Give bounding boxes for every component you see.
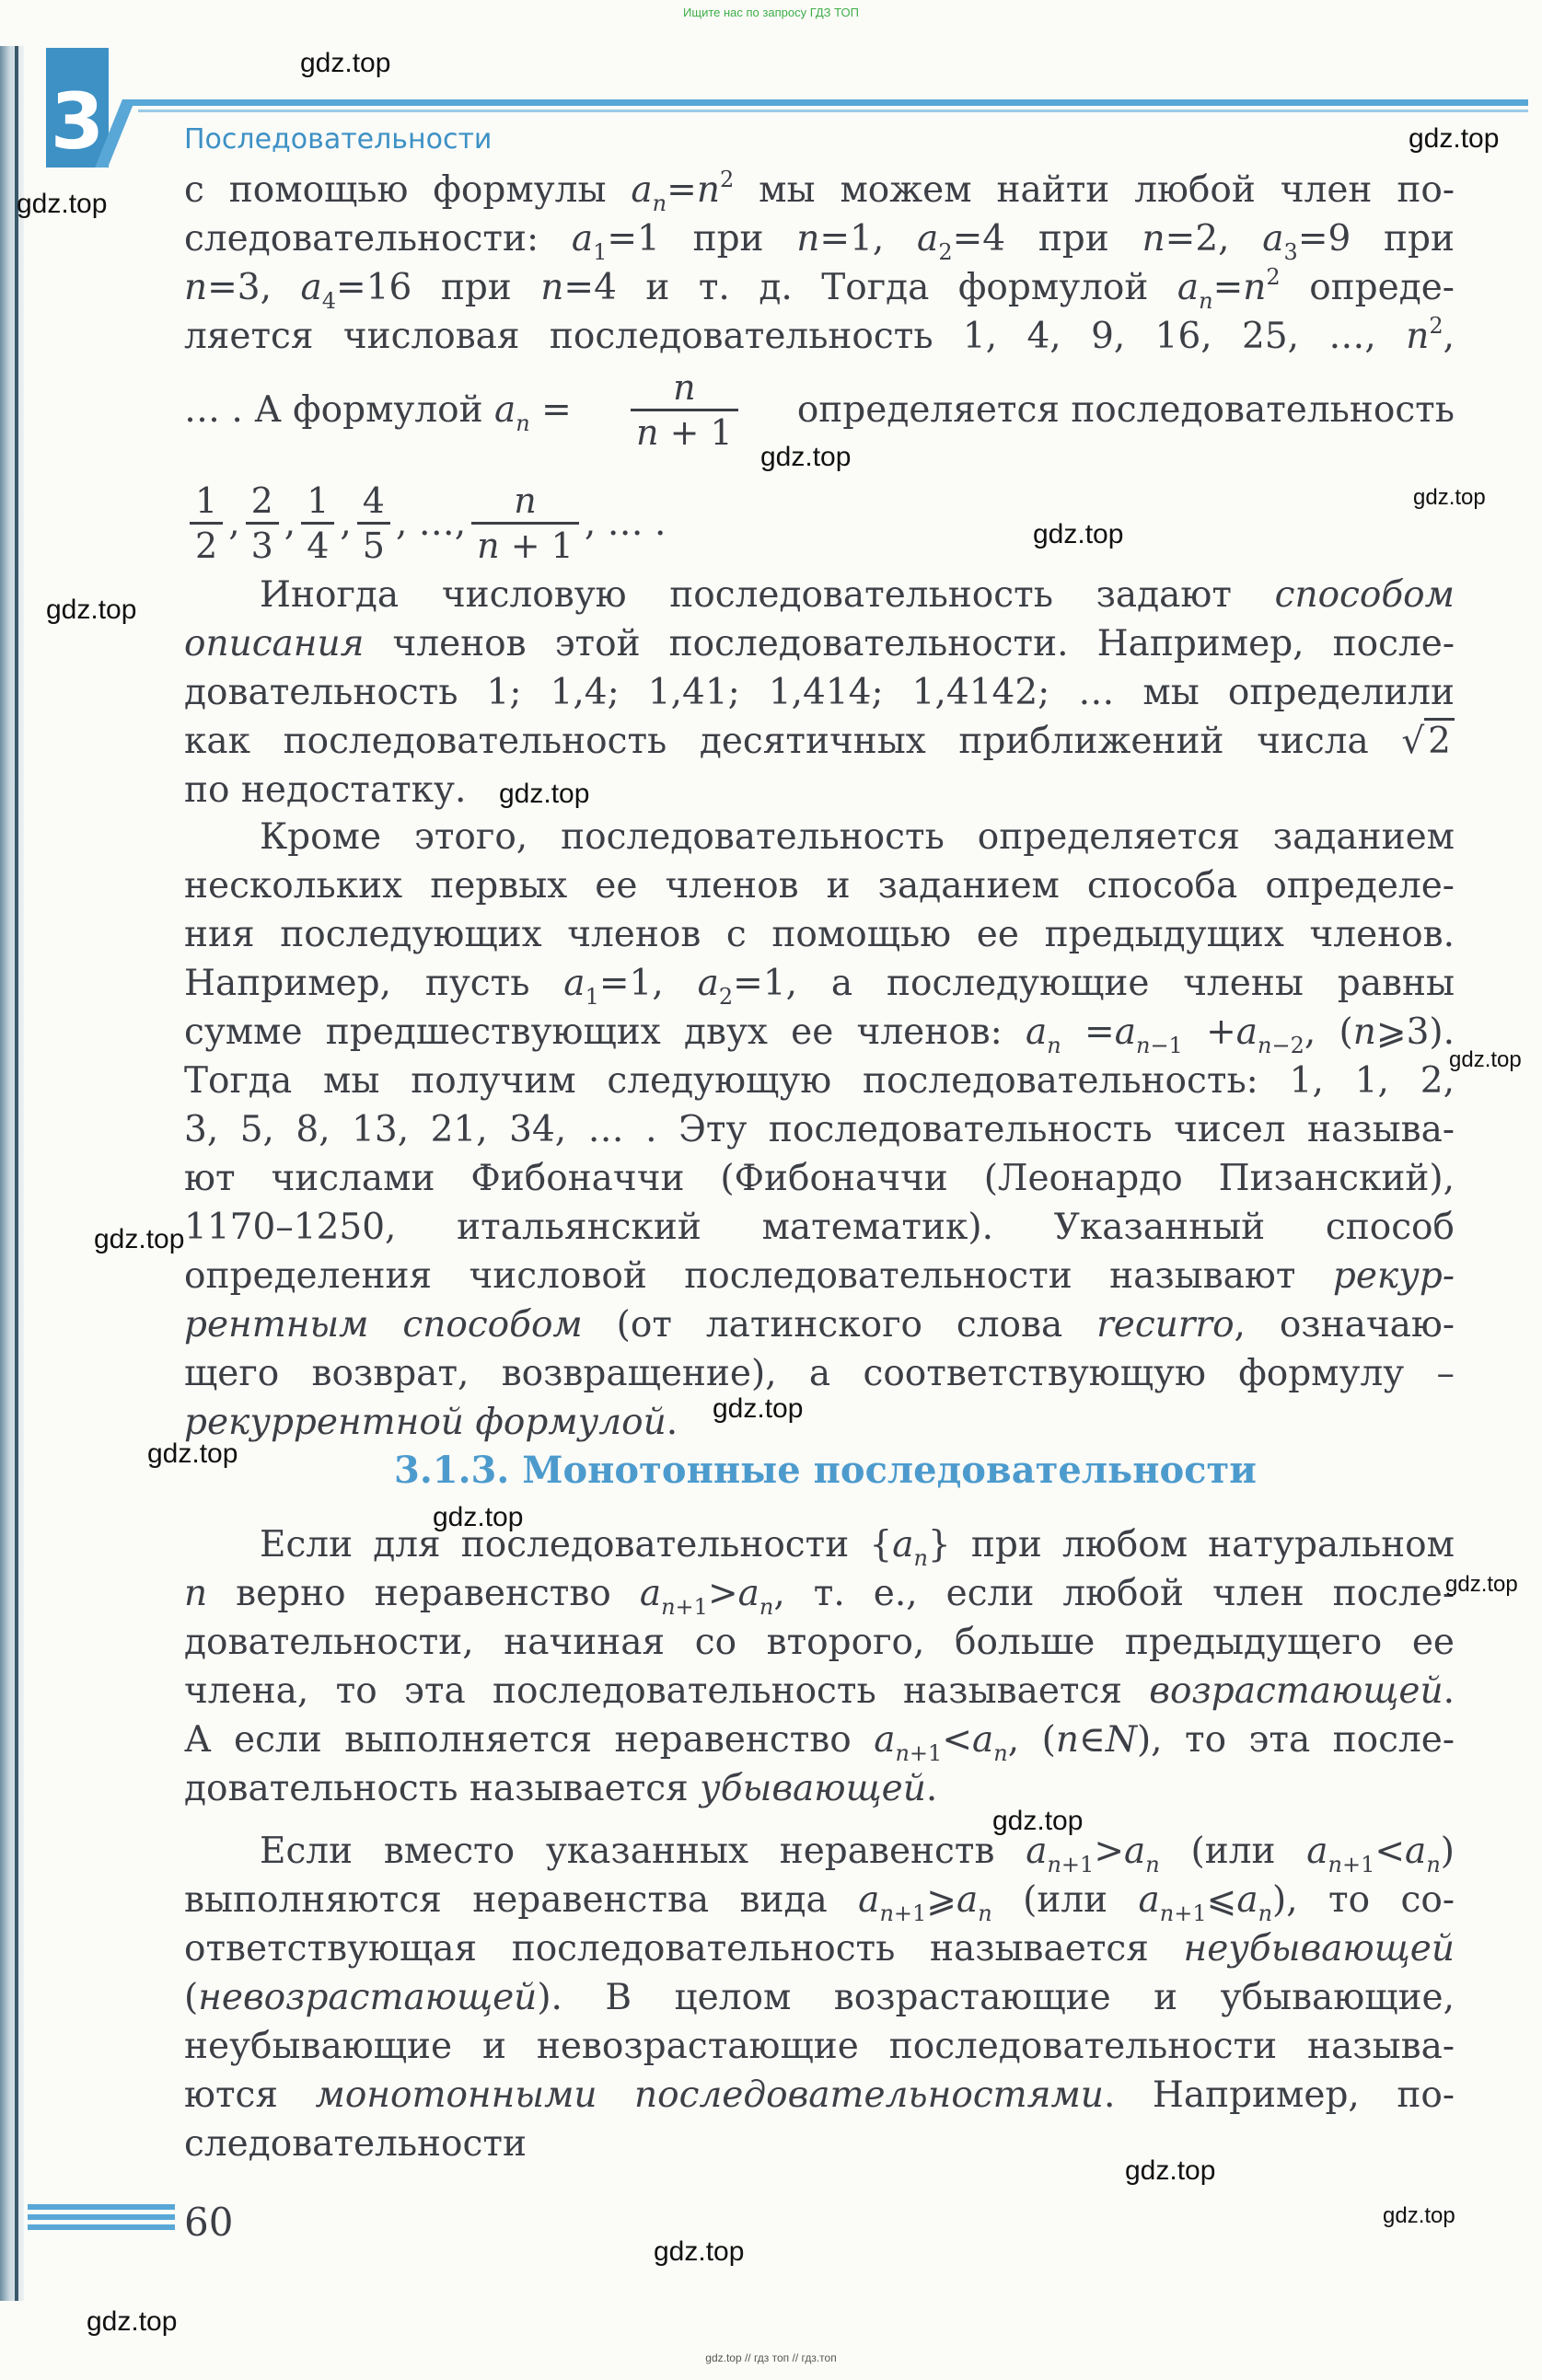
text-line: довательности, начиная со второго, больше предыдущего ее xyxy=(184,1622,1455,1663)
chapter-number: 3 xyxy=(50,76,105,167)
text-line: Если вместо указанных неравенств $a_{n+1}>a_n$ (или $a_{n+1}<a_n$) xyxy=(260,1831,1455,1877)
watermark: gdz.top xyxy=(499,779,590,809)
text-line: Кроме этого, последовательность определяется заданием xyxy=(260,816,1455,858)
text-line: А если выполняется неравенство $a_{n+1}<a_n$, (n∈N), то эта после- xyxy=(184,1719,1455,1766)
fraction-n-over-n-plus-1-seq: $\frac{n}{n + 1}$ xyxy=(471,483,579,563)
text-line: ют числами Фибоначчи (Фибоначчи (Леонардо Пизанский), xyxy=(184,1158,1455,1199)
watermark: gdz.top xyxy=(300,48,391,78)
text-line: 3, 5, 8, 13, 21, 34, … . Эту последовательность чисел называ- xyxy=(184,1109,1455,1150)
watermark: gdz.top xyxy=(1449,1047,1522,1072)
fraction-2-3: $\frac{2}{3}$ xyxy=(246,483,279,563)
text-line: довательность 1; 1,4; 1,41; 1,414; 1,4142; … мы определили xyxy=(184,672,1455,713)
watermark: gdz.top xyxy=(1033,519,1124,549)
text-line: довательность называется убывающей. xyxy=(184,1768,938,1809)
watermark: gdz.top xyxy=(1413,485,1486,510)
fraction-1-4: $\frac{1}{4}$ xyxy=(301,483,334,563)
watermark: gdz.top xyxy=(17,189,108,219)
text-line: Тогда мы получим следующую последовательность: 1, 1, 2, xyxy=(184,1060,1455,1102)
formula-line-fraction: … . А формулой $a_n$ = $\frac{n}{n + 1}$ определяется последовательность xyxy=(184,366,1455,453)
text-line: Например, пусть $a_1=1$, $a_2=1$, а последующие члены равны xyxy=(184,963,1455,1010)
text-line: определения числовой последовательности называют рекур- xyxy=(184,1255,1455,1297)
text-line: выполняются неравенства вида $a_{n+1}⩾a_n$ (или $a_{n+1}⩽a_n$), то со- xyxy=(184,1879,1455,1926)
watermark: gdz.top xyxy=(1125,2155,1216,2186)
text-line: с помощью формулы $a_n=n^2$ мы можем найти любой член по- xyxy=(184,167,1455,216)
text-line: по недостатку. xyxy=(184,769,467,811)
text-line: нескольких первых ее членов и заданием способа определе- xyxy=(184,865,1455,907)
text-line: Если для последовательности $\{a_n\}$ при любом натуральном xyxy=(260,1524,1455,1571)
fraction-4-5: $\frac{4}{5}$ xyxy=(357,483,390,563)
paragraph-monotone-definition xyxy=(184,1520,1455,1813)
text-line: щего возврат, возвращение), а соответствующую формулу – xyxy=(184,1353,1455,1394)
watermark: gdz.top xyxy=(1383,2203,1455,2228)
sequence-fractions-line: $\frac{1}{2}$ , $\frac{2}{3}$ , $\frac{1}{4}$ , $\frac{4}{5}$ , …, $\frac{n}{n + 1}$ , … . xyxy=(184,468,1455,578)
text-line: неубывающие и невозрастающие последовательности называ- xyxy=(184,2026,1455,2067)
header-stripe-thin xyxy=(138,110,1528,112)
text-line: ответствующая последовательность называется неубывающей xyxy=(184,1928,1455,1970)
chapter-badge xyxy=(46,48,109,168)
text-line: следовательности xyxy=(184,2123,527,2165)
watermark: gdz.top xyxy=(992,1806,1084,1836)
page-number: 60 xyxy=(184,2200,234,2245)
text-line: ния последующих членов с помощью ее предыдущих членов. xyxy=(184,914,1455,955)
bottom-note: gdz.top // гдз топ // гдз.топ xyxy=(705,2351,837,2364)
watermark: gdz.top xyxy=(46,595,137,625)
header-stripe xyxy=(129,99,1528,106)
paragraph-recurrent-method xyxy=(184,813,1455,1447)
text-line: члена, то эта последовательность называется возрастающей. xyxy=(184,1670,1455,1712)
text-line: описания членов этой последовательности. Например, после- xyxy=(184,623,1455,664)
watermark: gdz.top xyxy=(1445,1572,1518,1597)
fraction-1-2: $\frac{1}{2}$ xyxy=(190,483,223,563)
paragraph-monotone-nonstrict xyxy=(184,1827,1455,2168)
text-line: ются монотонными последовательностями. Например, по- xyxy=(184,2074,1455,2116)
watermark: gdz.top xyxy=(433,1502,524,1532)
text-line: следовательности: $a_1=1$ при n=1, $a_2=4$ при n=2, $a_3=9$ при xyxy=(184,218,1455,265)
text-line: Иногда числовую последовательность задают способом xyxy=(260,574,1455,616)
text-line: n=3, $a_4=16$ при n=4 и т. д. Тогда формулой $a_n=n^2$ опреде- xyxy=(184,264,1455,314)
watermark: gdz.top xyxy=(760,442,852,472)
text-line: 1170–1250, итальянский математик). Указанный способ xyxy=(184,1207,1455,1248)
watermark: gdz.top xyxy=(147,1438,238,1469)
text-line: n верно неравенство $a_{n+1}>a_n$, т. е., если любой член после- xyxy=(184,1573,1455,1620)
watermark: gdz.top xyxy=(94,1224,185,1254)
running-head: Последовательности xyxy=(184,123,493,156)
paragraph-description-method xyxy=(184,571,1455,815)
section-title: 3.1.3. Монотонные последовательности xyxy=(394,1449,1257,1492)
text-line: как последовательность десятичных приближений числа √ 2 xyxy=(184,717,1455,766)
text-line: рентным способом (от латинского слова recurro, означаю- xyxy=(184,1304,1455,1346)
watermark: gdz.top xyxy=(87,2306,178,2337)
text-line: (невозрастающей). В целом возрастающие и убывающие, xyxy=(184,1977,1455,2018)
watermark: gdz.top xyxy=(713,1393,804,1424)
page-number-stripes xyxy=(28,2204,175,2236)
fraction-n-over-n-plus-1: $\frac{n}{n + 1}$ xyxy=(631,370,738,450)
watermark: gdz.top xyxy=(654,2236,745,2267)
watermark: gdz.top xyxy=(1409,123,1500,154)
text-line: ляется числовая последовательность 1, 4, 9, 16, 25, …, $n^2$, xyxy=(184,313,1455,357)
text-line: рекуррентной формулой. xyxy=(184,1402,678,1443)
top-note: Ищите нас по запросу ГДЗ ТОП xyxy=(683,6,859,19)
text-line: сумме предшествующих двух ее членов: $a_n =a_{n-1} +a_{n-2}$, (n⩾3). xyxy=(184,1011,1455,1058)
paragraph-formula xyxy=(184,166,1455,361)
sqrt-two: √ 2 xyxy=(1401,717,1455,766)
left-margin-line xyxy=(15,46,18,2301)
left-margin-bar xyxy=(0,46,24,2301)
